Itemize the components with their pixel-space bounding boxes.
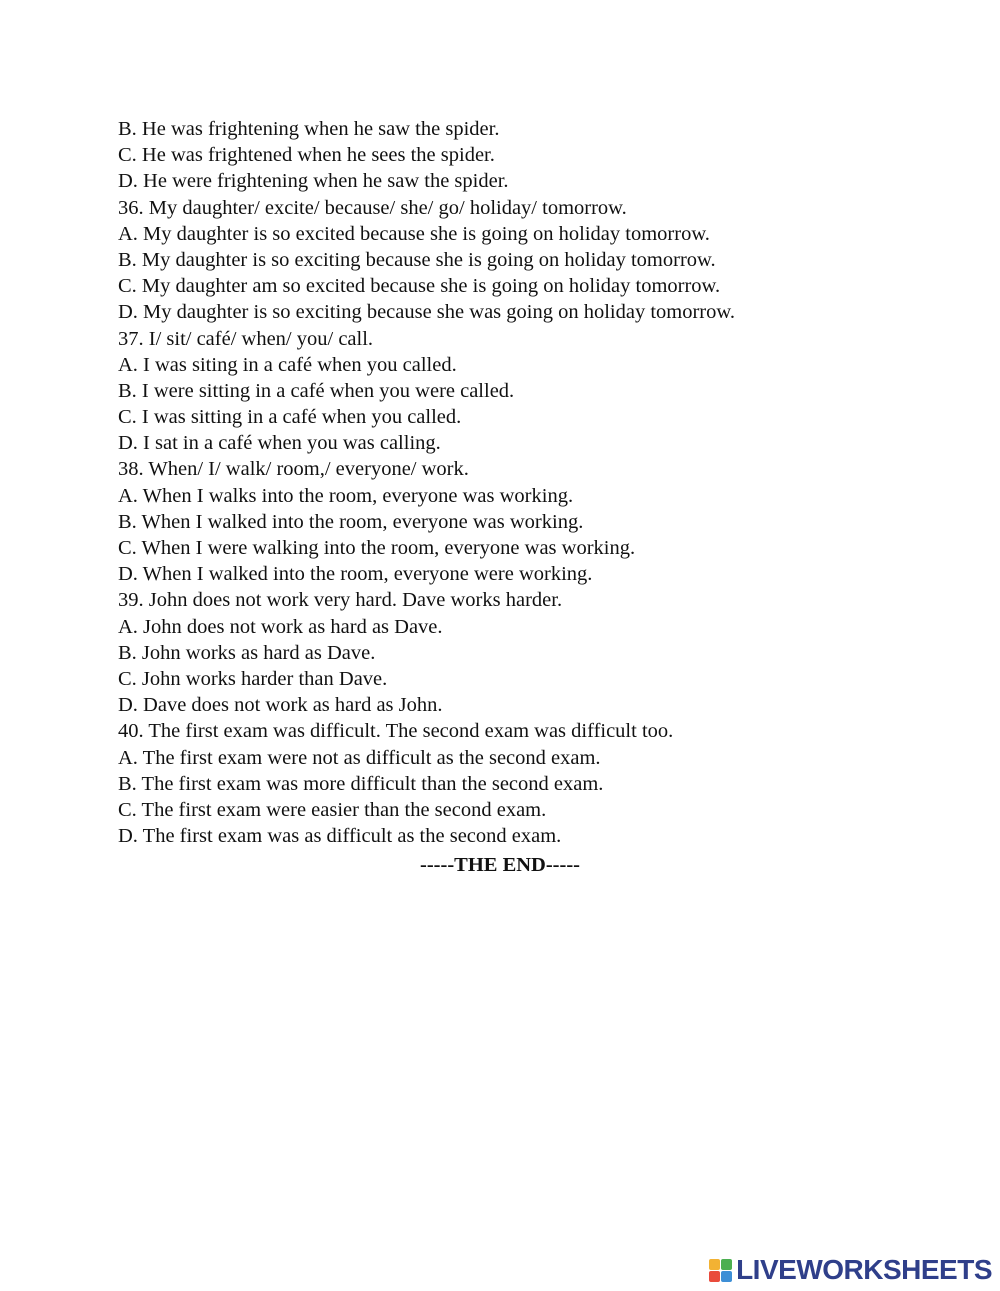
- worksheet-line: D. He were frightening when he saw the spider.: [118, 170, 509, 193]
- worksheet-line: B. The first exam was more difficult than the second exam.: [118, 772, 604, 795]
- worksheet-line: D. When I walked into the room, everyone were working.: [118, 563, 593, 586]
- worksheet-line: 36. My daughter/ excite/ because/ she/ go/ holiday/ tomorrow.: [118, 196, 627, 219]
- logo-square-2: [721, 1259, 732, 1270]
- worksheet-line: C. He was frightened when he sees the spider.: [118, 144, 495, 167]
- worksheet-line: A. John does not work as hard as Dave.: [118, 615, 443, 638]
- worksheet-line: A. When I walks into the room, everyone was working.: [118, 484, 574, 507]
- logo-square-3: [709, 1271, 720, 1282]
- end-marker: -----THE END-----: [420, 854, 580, 876]
- worksheet-line: A. The first exam were not as difficult as the second exam.: [118, 746, 601, 769]
- worksheet-line: A. My daughter is so excited because she is going on holiday tomorrow.: [118, 222, 710, 245]
- worksheet-line: B. He was frightening when he saw the spider.: [118, 118, 500, 140]
- worksheet-line: 39. John does not work very hard. Dave works harder.: [118, 589, 563, 612]
- question-lines: [118, 116, 878, 849]
- worksheet-line: B. John works as hard as Dave.: [118, 641, 376, 664]
- worksheet-line: C. The first exam were easier than the second exam.: [118, 798, 547, 821]
- worksheet-line: C. My daughter am so excited because she is going on holiday tomorrow.: [118, 275, 721, 298]
- logo-square-4: [721, 1271, 732, 1282]
- logo-text: LIVEWORKSHEETS: [736, 1254, 992, 1285]
- worksheet-line: C. I was sitting in a café when you called.: [118, 406, 462, 429]
- worksheet-line: D. I sat in a café when you was calling.: [118, 432, 441, 455]
- worksheet-line: B. My daughter is so exciting because she is going on holiday tomorrow.: [118, 248, 716, 271]
- worksheet-line: B. I were sitting in a café when you were called.: [118, 379, 515, 402]
- worksheet-line: 37. I/ sit/ café/ when/ you/ call.: [118, 327, 374, 350]
- worksheet-line: 40. The first exam was difficult. The second exam was difficult too.: [118, 720, 674, 743]
- worksheet-line: D. The first exam was as difficult as the second exam.: [118, 825, 562, 848]
- worksheet-line: D. Dave does not work as hard as John.: [118, 694, 443, 717]
- logo-square-1: [709, 1259, 720, 1270]
- worksheet-line: 38. When/ I/ walk/ room,/ everyone/ work.: [118, 458, 469, 481]
- worksheet-line: C. When I were walking into the room, everyone was working.: [118, 537, 636, 559]
- worksheet-line: B. When I walked into the room, everyone was working.: [118, 510, 584, 533]
- liveworksheets-logo-icon: [709, 1259, 732, 1282]
- worksheet-line: D. My daughter is so exciting because she was going on holiday tomorrow.: [118, 301, 735, 324]
- worksheet-line: C. John works harder than Dave.: [118, 667, 388, 690]
- worksheet-line: A. I was siting in a café when you called.: [118, 353, 457, 376]
- liveworksheets-logo: [709, 1255, 992, 1285]
